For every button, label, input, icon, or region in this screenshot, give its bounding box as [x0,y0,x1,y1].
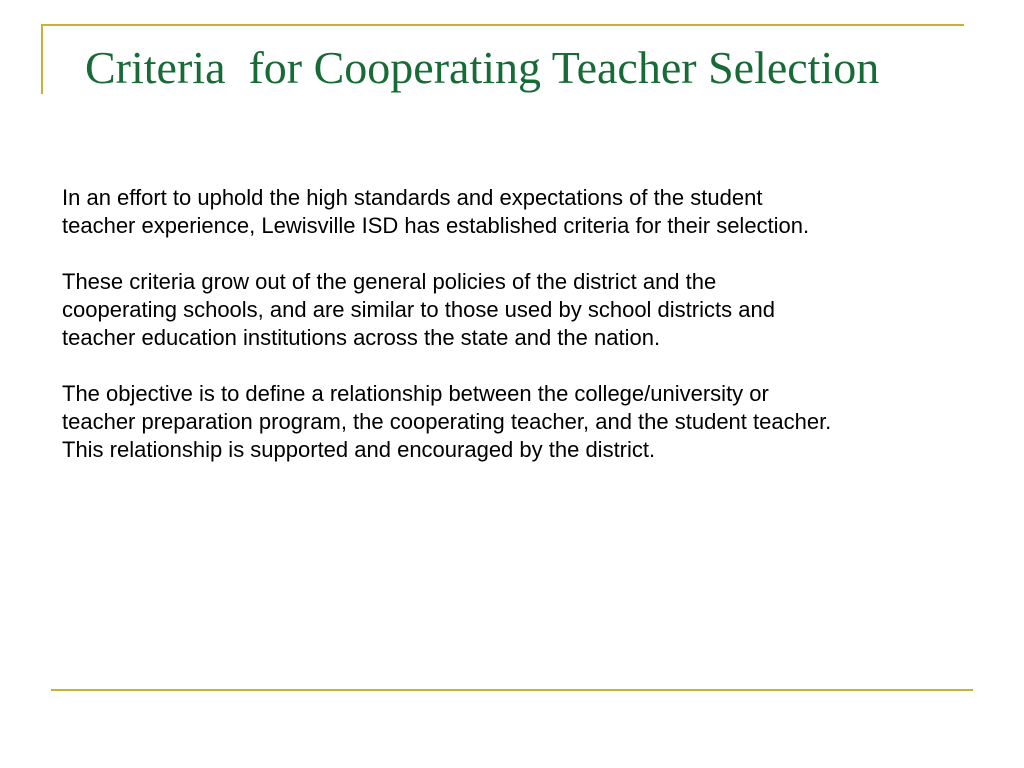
paragraph-intro [62,184,972,240]
paragraph-line: cooperating schools, and are similar to those used by school districts and [62,297,775,322]
slide-title: Criteria for Cooperating Teacher Selection [85,42,880,93]
paragraph-line: teacher preparation program, the cooperating teacher, and the student teacher. [62,409,832,434]
paragraph-criteria-origin [62,268,972,352]
slide-body [62,184,972,492]
paragraph-line: In an effort to uphold the high standards and expectations of the student [62,185,763,210]
paragraph-line: teacher education institutions across the state and the nation. [62,325,661,350]
paragraph-line: teacher experience, Lewisville ISD has established criteria for their selection. [62,213,810,238]
paragraph-line: This relationship is supported and encouraged by the district. [62,437,656,462]
paragraph-line: These criteria grow out of the general policies of the district and the [62,269,717,294]
left-frame-line [41,24,43,94]
bottom-frame-line [51,689,973,691]
top-frame-line [41,24,964,26]
paragraph-line: The objective is to define a relationship between the college/university or [62,381,769,406]
paragraph-objective [62,380,972,464]
